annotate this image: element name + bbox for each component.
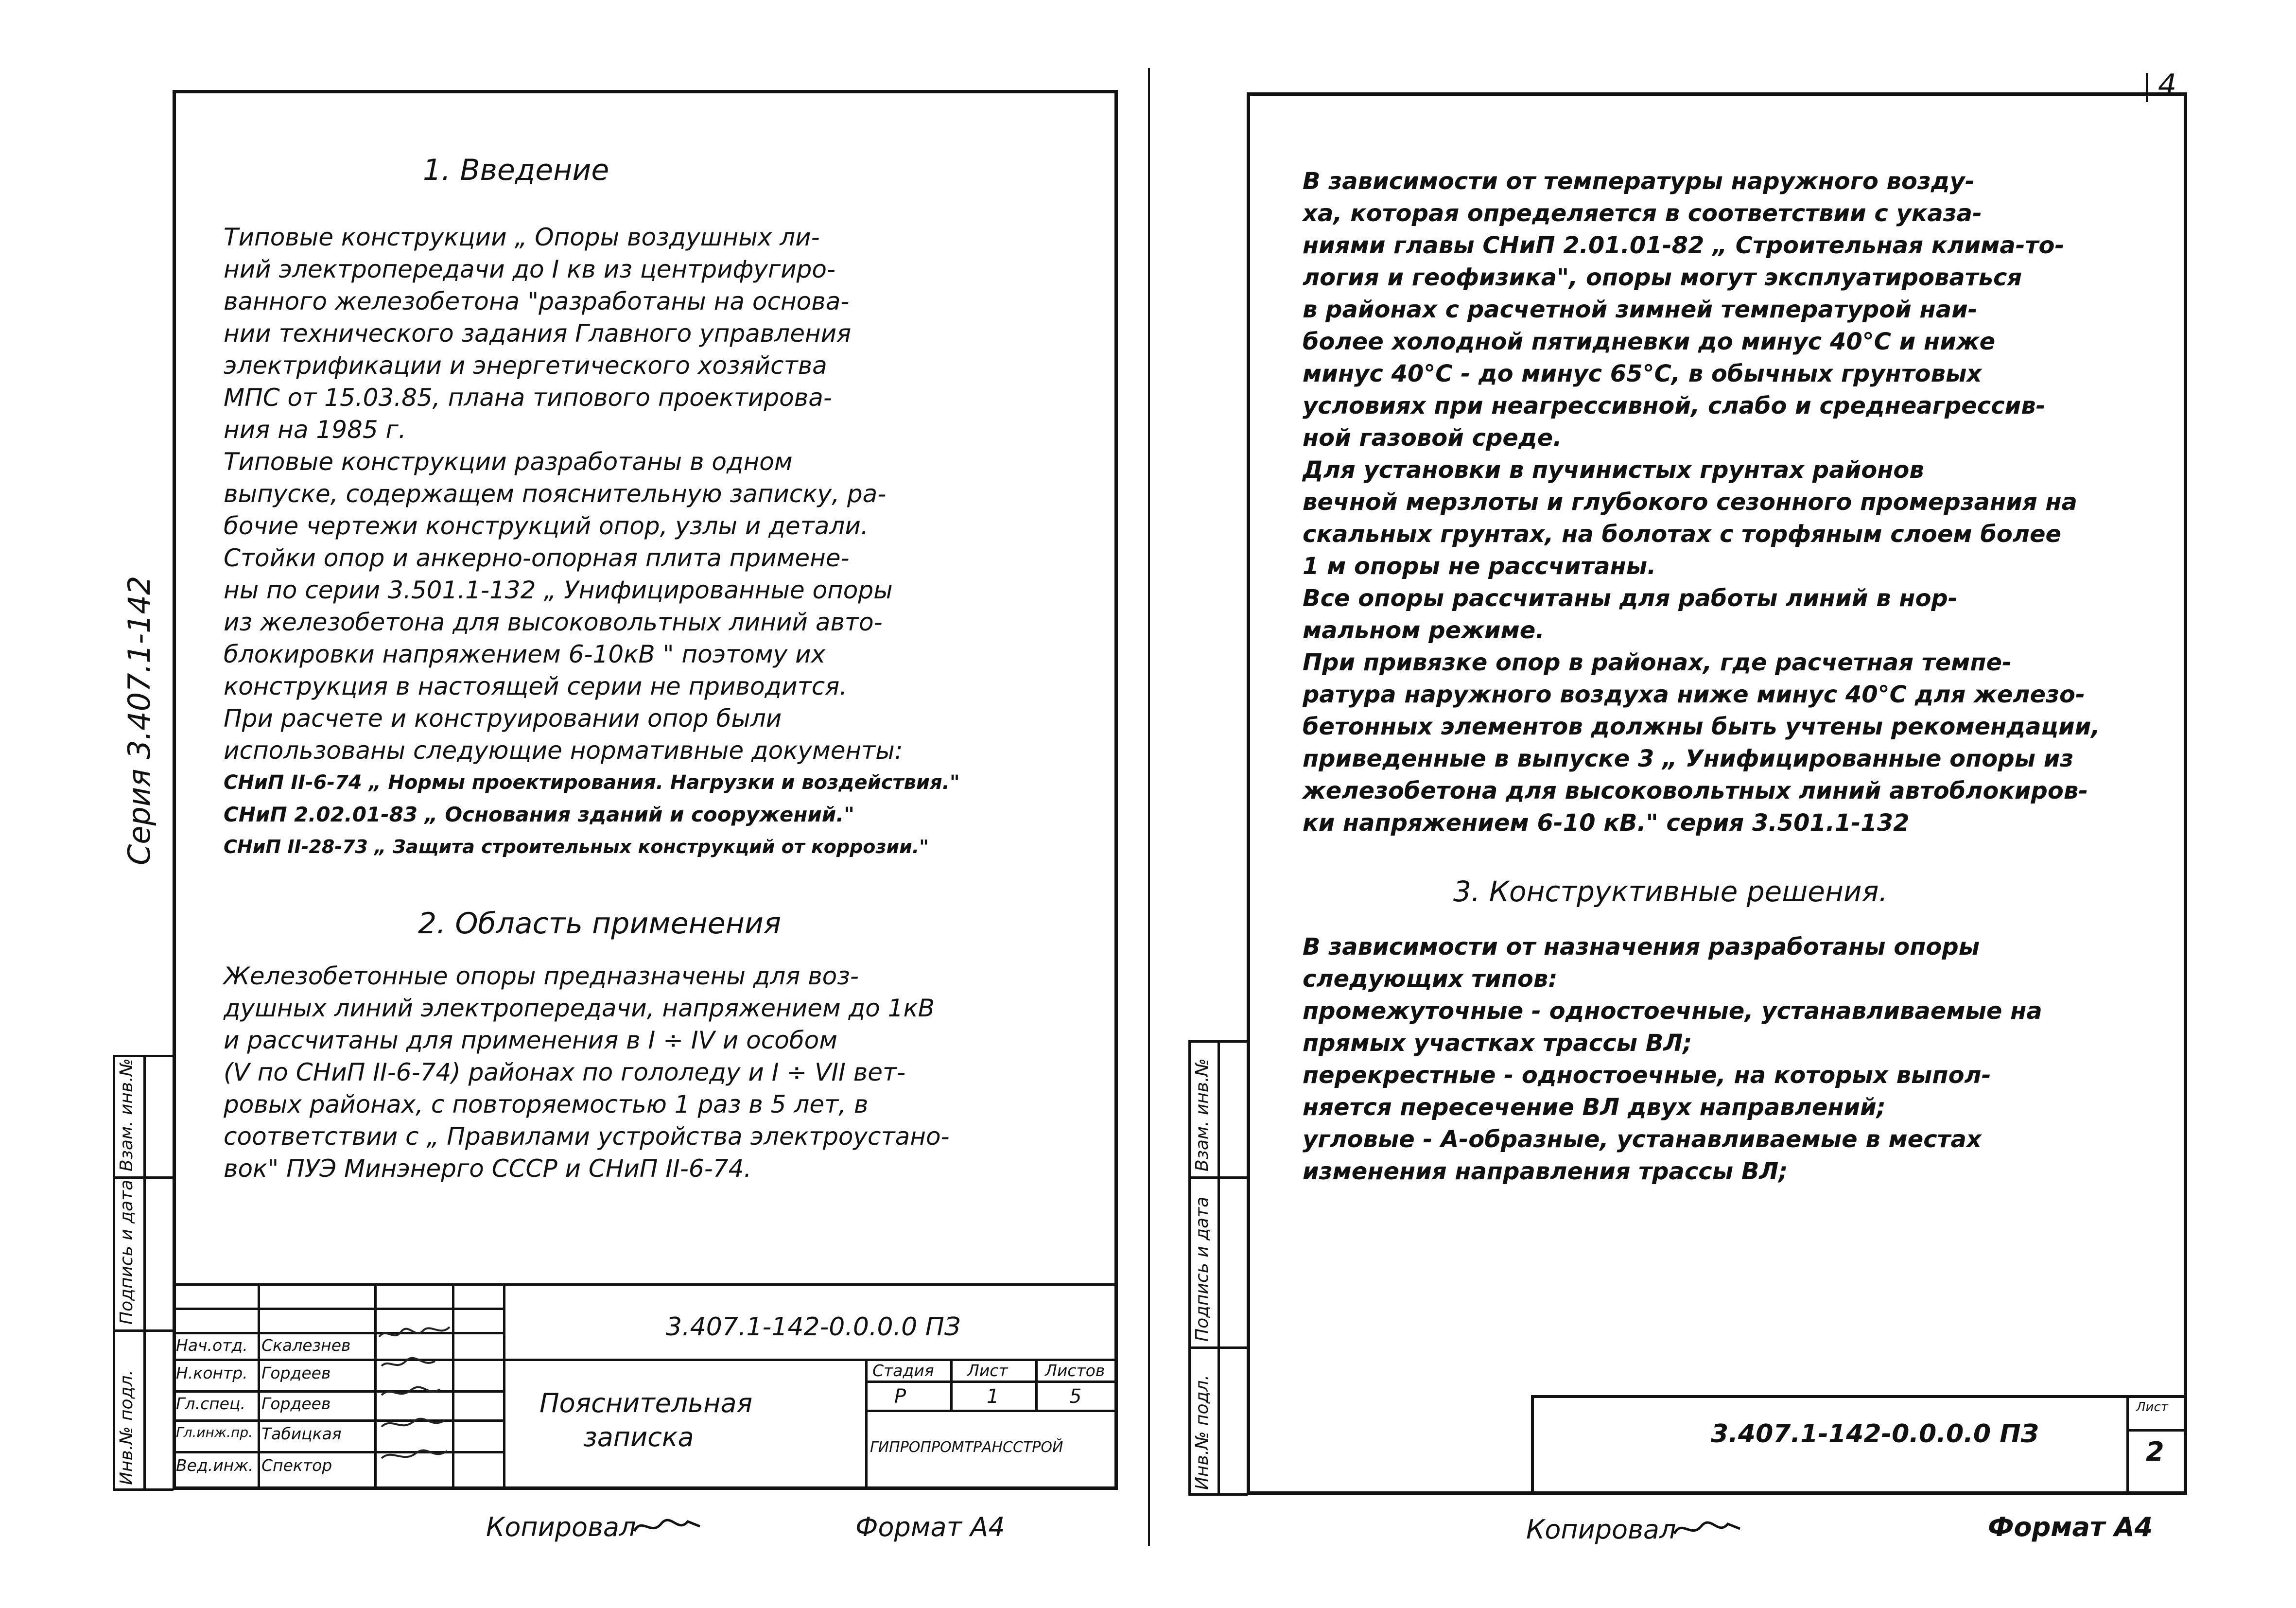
intro-line: 1 м опоры не рассчитаны.	[1303, 553, 1656, 580]
section1-line: из железобетона для высоковольтных линий авто-	[224, 608, 883, 636]
page-center-divider	[1148, 68, 1150, 1546]
intro-line: мальном режиме.	[1303, 617, 1545, 644]
section1-line: ний электропередачи до I кв из центрифугиро-	[224, 255, 836, 283]
tb-name: Табицкая	[261, 1424, 342, 1443]
intro-line: ной газовой среде.	[1303, 424, 1562, 452]
intro-line: приведенные в выпуске 3 „ Унифицированные опоры из	[1303, 745, 2074, 772]
intro-line: ха, которая определяется в соответствии с указа-	[1303, 200, 1982, 227]
intro-line: более холодной пятидневки до минус 40°С и ниже	[1303, 328, 1996, 355]
tb-top-line	[173, 1283, 1118, 1286]
intro-line: бетонных элементов должны быть учтены рекомендации,	[1303, 713, 2100, 740]
tb-doc-name-1: Пояснительная	[539, 1388, 753, 1418]
section1-line: ванного железобетона "разработаны на основа-	[224, 287, 850, 315]
corner-mark	[2146, 73, 2148, 102]
tb-role: Вед.инж.	[176, 1456, 254, 1475]
section2-title: 2. Область применения	[418, 907, 781, 941]
section2-line: Железобетонные опоры предназначены для воз-	[224, 962, 859, 990]
tb-doc-code: 3.407.1-142-0.0.0.0 ПЗ	[666, 1312, 961, 1342]
intro-line: Для установки в пучинистых грунтах районов	[1303, 456, 1924, 484]
section3-title: 3. Конструктивные решения.	[1453, 875, 1888, 908]
section3-line: промежуточные - одностоечные, устанавливаемые на	[1303, 997, 2042, 1025]
section1-norm-line: СНиП 2.02.01-83 „ Основания зданий и сооружений."	[224, 803, 855, 826]
section2-body	[224, 960, 950, 1185]
section3-line: угловые - А-образные, устанавливаемые в местах	[1303, 1126, 1982, 1153]
right-margin-sep-2	[1188, 1346, 1248, 1349]
tb-sheet-header: Лист	[967, 1361, 1008, 1380]
tb-sheet-value: 1	[987, 1385, 999, 1408]
tb-sheets-value: 5	[1069, 1385, 1082, 1408]
tb-stage-header: Стадия	[872, 1361, 934, 1380]
intro-line: в районах с расчетной зимней температурой наи-	[1303, 296, 1978, 323]
left-margin-line-mid	[143, 1055, 146, 1490]
right-tb-sheet-divider	[2126, 1395, 2129, 1495]
right-stamp-replace-inv: Взам. инв.№	[1192, 1058, 1212, 1171]
section3-line: прямых участках трассы ВЛ;	[1303, 1030, 1692, 1057]
intro-line: вечной мерзлоты и глубокого сезонного промерзания на	[1303, 489, 2077, 516]
section1-title: 1. Введение	[423, 153, 609, 187]
section1-line: Стойки опор и анкерно-опорная плита примене-	[224, 544, 850, 572]
right-corner-number: 4	[2158, 68, 2177, 102]
tb-role: Нач.отд.	[176, 1336, 248, 1355]
tb-name: Гордеев	[261, 1394, 331, 1413]
tb-col-line	[865, 1359, 868, 1490]
left-stamp-replace-inv: Взам. инв.№	[117, 1058, 137, 1171]
tb-col-line	[503, 1283, 505, 1490]
intro-line: ниями главы СНиП 2.01.01-82 „ Строительная клима-то-	[1303, 232, 2065, 259]
section1-norm-line: СНиП II-6-74 „ Нормы проектирования. Нагрузки и воздействия."	[224, 771, 960, 794]
tb-role: Н.контр.	[176, 1363, 248, 1382]
section3-line: перекрестные - одностоечные, на которых выпол-	[1303, 1062, 1991, 1089]
intro-line: железобетона для высоковольтных линий автоблокиров-	[1303, 777, 2088, 804]
section3-body	[1303, 931, 2042, 1188]
section3-line: изменения направления трассы ВЛ;	[1303, 1158, 1788, 1185]
tb-doc-name-2: записка	[583, 1422, 694, 1452]
tb-sheets-header: Листов	[1045, 1361, 1105, 1380]
section2-line: соответствии с „ Правилами устройства электроустано-	[224, 1122, 950, 1151]
section2-line: вок" ПУЭ Минэнерго СССР и СНиП II-6-74.	[224, 1154, 752, 1183]
section3-line: няется пересечение ВЛ двух направлений;	[1303, 1094, 1886, 1121]
tb-col-line	[258, 1283, 260, 1490]
tb-name: Гордеев	[261, 1363, 331, 1382]
series-label: Серия 3.407.1-142	[122, 576, 157, 865]
left-margin-line-outer	[113, 1055, 115, 1490]
left-margin-sep-1	[113, 1176, 174, 1179]
section1-body	[224, 221, 960, 863]
tb-stage-line-1	[865, 1381, 1118, 1383]
signature-scribbles	[377, 1312, 452, 1483]
tb-role: Гл.инж.пр.	[176, 1424, 253, 1440]
section1-line: конструкция в настоящей серии не приводится.	[224, 672, 848, 700]
section1-line: бочие чертежи конструкций опор, узлы и детали.	[224, 512, 869, 540]
right-tb-doc-code: 3.407.1-142-0.0.0.0 ПЗ	[1711, 1419, 2039, 1449]
right-stamp-signature-date: Подпись и дата	[1192, 1196, 1212, 1342]
intro-line: При привязке опор в районах, где расчетная темпе-	[1303, 649, 2012, 676]
section3-line: В зависимости от назначения разработаны опоры	[1303, 933, 1980, 961]
section1-line: При расчете и конструировании опор были	[224, 704, 782, 733]
section1-line: ны по серии 3.501.1-132 „ Унифицированные опоры	[224, 576, 893, 604]
left-footer-copier-signature	[632, 1512, 705, 1541]
section1-line: использованы следующие нормативные документы:	[224, 736, 903, 765]
right-tb-sheet-value: 2	[2146, 1436, 2164, 1467]
tb-stage-line-2	[865, 1410, 1118, 1412]
tb-stage-value: Р	[894, 1385, 906, 1408]
intro-line: скальных грунтах, на болотах с торфяным слоем более	[1303, 521, 2062, 548]
right-footer-copier-signature	[1672, 1514, 1745, 1543]
intro-line: минус 40°С - до минус 65°С, в обычных грунтовых	[1303, 360, 1982, 387]
section1-line: выпуске, содержащем пояснительную записку, ра-	[224, 480, 887, 508]
tb-col-line	[950, 1359, 953, 1410]
left-footer-format: Формат А4	[855, 1512, 1005, 1542]
section2-line: и рассчитаны для применения в I ÷ IV и особом	[224, 1026, 837, 1054]
left-margin-sep-2	[113, 1329, 174, 1332]
intro-line: В зависимости от температуры наружного возду-	[1303, 168, 1975, 195]
right-stamp-inv-orig: Инв.№ подл.	[1192, 1375, 1212, 1490]
section2-line: (V по СНиП II-6-74) районах по гололеду и I ÷ VII вет-	[224, 1058, 906, 1086]
left-footer-copied: Копировал	[486, 1512, 636, 1542]
right-footer-copied: Копировал	[1526, 1514, 1676, 1545]
right-tb-sheet-header: Лист	[2136, 1400, 2168, 1415]
section3-line: следующих типов:	[1303, 965, 1558, 993]
left-stamp-signature-date: Подпись и дата	[117, 1179, 137, 1325]
tb-organization: ГИПРОПРОМТРАНССТРОЙ	[870, 1439, 1063, 1456]
section1-line: ния на 1985 г.	[224, 416, 406, 444]
intro-line: условиях при неагрессивной, слабо и среднеагрессив-	[1303, 392, 2046, 419]
section1-line: электрификации и энергетического хозяйства	[224, 351, 827, 380]
tb-name: Скалезнев	[261, 1336, 351, 1355]
intro-line: логия и геофизика", опоры могут эксплуатироваться	[1303, 264, 2022, 291]
tb-name: Спектор	[261, 1456, 332, 1475]
section1-norm-line: СНиП II-28-73 „ Защита строительных конструкций от коррозии."	[224, 836, 929, 857]
right-margin-line-outer	[1188, 1040, 1191, 1495]
tb-col-line	[1035, 1359, 1038, 1410]
section2-line: ровых районах, с повторяемостью 1 раз в 5 лет, в	[224, 1090, 869, 1119]
right-margin-line-mid	[1218, 1040, 1220, 1495]
right-margin-sep-1	[1188, 1176, 1248, 1179]
section1-line: нии технического задания Главного управления	[224, 319, 852, 348]
section2-line: душных линий электропередачи, напряжением до 1кВ	[224, 994, 935, 1022]
intro-line: ратура наружного воздуха ниже минус 40°С для железо-	[1303, 681, 2085, 708]
section1-line: МПС от 15.03.85, плана типового проектирова-	[224, 384, 832, 412]
tb-col-line	[452, 1283, 454, 1490]
section1-line: Типовые конструкции разработаны в одном	[224, 448, 793, 476]
section1-line: блокировки напряжением 6-10кВ " поэтому их	[224, 640, 826, 668]
intro-line: ки напряжением 6-10 кВ." серия 3.501.1-132	[1303, 809, 1910, 837]
right-intro-body	[1303, 165, 2100, 839]
left-stamp-inv-orig: Инв.№ подл.	[117, 1370, 137, 1485]
section1-line: Типовые конструкции „ Опоры воздушных ли-	[224, 223, 820, 251]
intro-line: Все опоры рассчитаны для работы линий в нор-	[1303, 585, 1958, 612]
right-footer-format: Формат А4	[1988, 1512, 2153, 1542]
right-tb-sheet-line	[2126, 1429, 2187, 1432]
tb-role: Гл.спец.	[176, 1394, 245, 1413]
